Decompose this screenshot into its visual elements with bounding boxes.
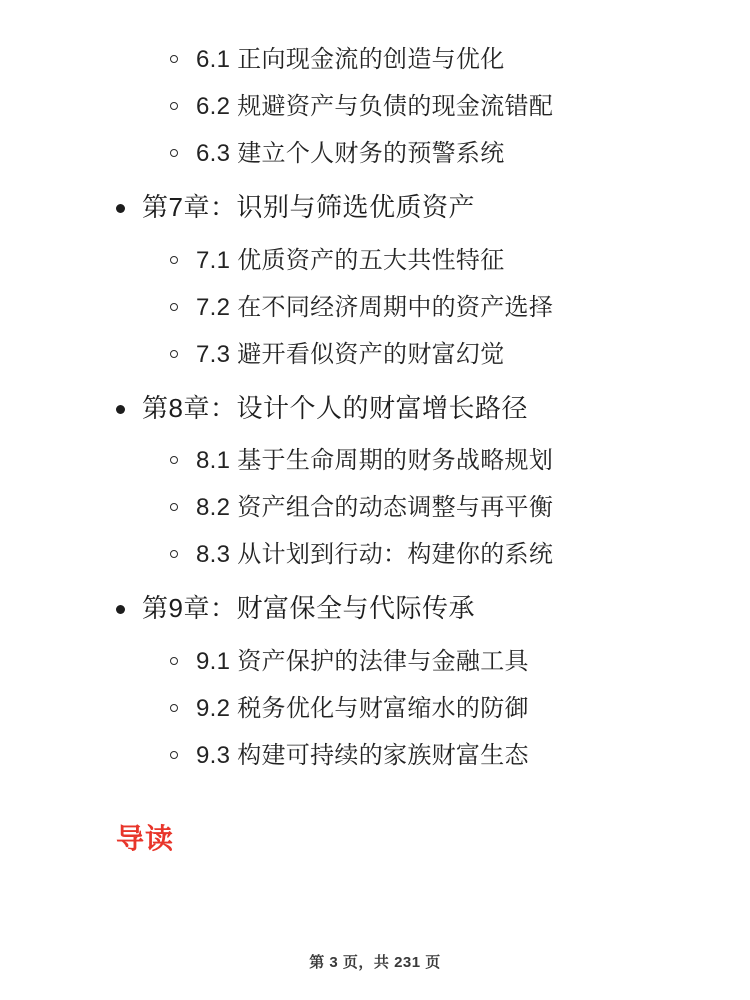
toc-entry-label: 6.2 规避资产与负债的现金流错配 [196, 93, 554, 120]
toc-entry-label: 9.2 税务优化与财富缩水的防御 [196, 694, 529, 722]
toc-chapter-label: 第8章：设计个人的财富增长路径 [142, 392, 528, 423]
toc-entry-label: 6.1 正向现金流的创造与优化 [196, 46, 505, 73]
bullet-filled-icon [116, 598, 142, 618]
bullet-hollow-icon [170, 653, 196, 669]
bullet-hollow-icon [170, 499, 196, 515]
bullet-hollow-icon [170, 252, 196, 268]
bullet-hollow-icon [170, 452, 196, 468]
bullet-hollow-icon [170, 51, 196, 67]
section-heading: 导读 [116, 822, 175, 854]
bullet-hollow-icon [170, 145, 196, 161]
toc-chapter-entry[interactable] [116, 177, 690, 237]
bullet-hollow-icon [170, 346, 196, 362]
toc-entry[interactable] [170, 331, 690, 378]
toc-entry-label: 7.1 优质资产的五大共性特征 [196, 246, 505, 274]
page-footer: 第 3 页，共 231 页 [309, 954, 441, 971]
toc-entry-label: 7.3 避开看似资产的财富幻觉 [196, 340, 505, 368]
toc-chapter-entry[interactable] [116, 578, 690, 638]
toc-entry-label: 7.2 在不同经济周期中的资产选择 [196, 293, 554, 321]
toc-entry-label: 8.2 资产组合的动态调整与再平衡 [196, 494, 554, 521]
bullet-hollow-icon [170, 299, 196, 315]
table-of-contents [60, 36, 690, 779]
toc-chapter-entry[interactable] [116, 378, 690, 438]
toc-entry[interactable] [170, 237, 690, 284]
toc-entry-label: 9.1 资产保护的法律与金融工具 [196, 647, 529, 675]
toc-entry-label: 8.3 从计划到行动：构建你的系统 [196, 541, 554, 568]
toc-entry[interactable] [170, 130, 690, 177]
bullet-hollow-icon [170, 98, 196, 114]
bullet-filled-icon [116, 398, 142, 418]
toc-entry-label: 8.1 基于生命周期的财务战略规划 [196, 447, 554, 474]
toc-entry[interactable] [170, 484, 690, 531]
toc-chapter-label: 第9章：财富保全与代际传承 [142, 593, 475, 623]
bullet-hollow-icon [170, 700, 196, 716]
bullet-hollow-icon [170, 546, 196, 562]
toc-chapter-label: 第7章：识别与筛选优质资产 [142, 192, 475, 222]
toc-entry[interactable] [170, 638, 690, 685]
toc-entry[interactable] [170, 732, 690, 779]
toc-entry-label: 6.3 建立个人财务的预警系统 [196, 140, 505, 167]
bullet-hollow-icon [170, 747, 196, 763]
toc-entry[interactable] [170, 36, 690, 83]
toc-entry[interactable] [170, 437, 690, 484]
bullet-filled-icon [116, 197, 142, 217]
toc-entry-label: 9.3 构建可持续的家族财富生态 [196, 741, 529, 769]
toc-entry[interactable] [170, 685, 690, 732]
toc-entry[interactable] [170, 531, 690, 578]
toc-entry[interactable] [170, 83, 690, 130]
toc-entry[interactable] [170, 284, 690, 331]
